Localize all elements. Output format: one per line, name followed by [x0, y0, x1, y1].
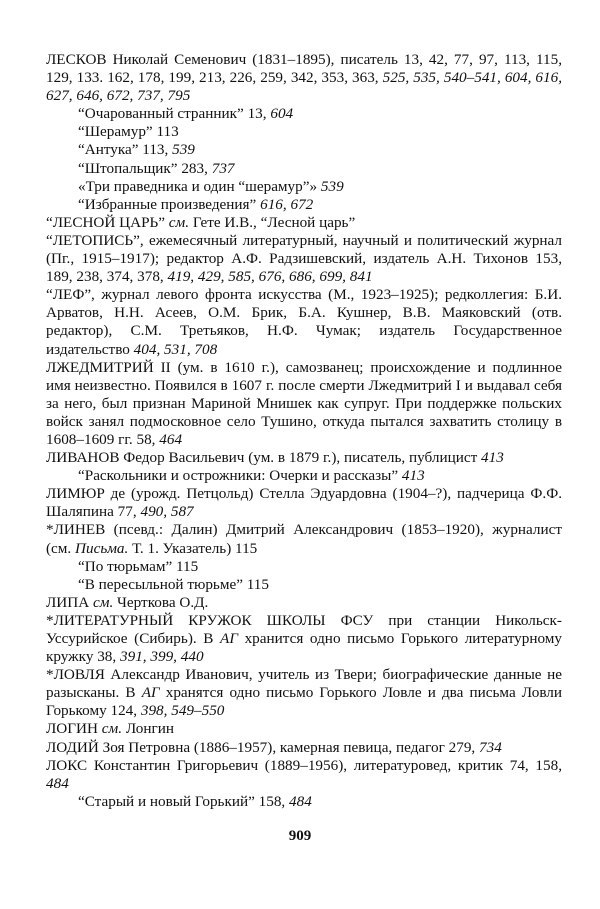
entry-text: ЛОКС Константин Григорьевич (1889–1956), литературовед, критик 74, 158, [46, 756, 562, 774]
italic-text: 734 [479, 738, 502, 756]
entry-text: “Раскольники и острожники: Очерки и рассказы” [78, 467, 402, 485]
entry-text: *ЛИНЕВ (псевд.: Далин) Дмитрий Александрович (1853–1920), журналист (см. [46, 521, 562, 557]
entry-text: ЛИМЮР де (урожд. Петцольд) Стелла Эдуардовна (1904–?), падчерица Ф.Ф. Шаляпина 77, [46, 485, 562, 521]
index-subentry [46, 178, 562, 196]
entry-text: ЛЕСКОВ Николай Семенович (1831–1895), писатель 13, 42, 77, 97, 113, 115, 129, 133. 162, 178, 199, 213, 226, 259, 342, 353, 363, [46, 51, 562, 87]
entry-text: ЛОГИН [46, 720, 102, 738]
italic-text: 484 [289, 792, 312, 810]
entry-text: Гете И.В., “Лесной царь” [189, 213, 356, 231]
italic-text: 419, 429, 585, 676, 686, 699, 841 [167, 268, 373, 286]
entry-text: “Старый и новый Горький” 158, [78, 792, 290, 810]
index-subentry [46, 467, 562, 485]
entry-text: “Шерамур” 113 [78, 123, 179, 141]
italic-text: 604 [270, 105, 294, 123]
entry-text: хранятся одно письмо Горького Ловле и два письма Ловли Горькому 124, [46, 684, 562, 720]
index-subentry [46, 141, 562, 159]
italic-text: 525, 535, 540–541, 604, 616, 627, 646, 672, 737, 795 [46, 69, 563, 105]
italic-text: АГ [141, 684, 160, 702]
entry-text: Черткова О.Д. [113, 593, 209, 611]
index-subentry [46, 196, 562, 214]
italic-text: 737 [211, 159, 235, 177]
entry-text: “ЛЕСНОЙ ЦАРЬ” [46, 213, 169, 231]
index-entry [46, 521, 562, 557]
italic-text: 616, 672 [260, 195, 314, 213]
entry-text: “ЛЕТОПИСЬ”, ежемесячный литературный, научный и политический журнал (Пг., 1915–1917); редактор А.Ф. Радзишевский, издатель А.Н. Тихонов 153, 189, 238, 374, 378, [46, 231, 562, 286]
entry-text: ЛОДИЙ Зоя Петровна (1886–1957), камерная певица, педагог 279, [46, 738, 480, 756]
italic-text: 539 [172, 141, 195, 159]
index-subentry [46, 160, 562, 178]
entry-text: ЛИВАНОВ Федор Васильевич (ум. в 1879 г.), писатель, публицист [46, 449, 482, 467]
index-entry [46, 739, 562, 757]
italic-text: 539 [320, 177, 344, 195]
entry-text: *ЛИТЕРАТУРНЫЙ КРУЖОК ШКОЛЫ ФСУ при станции Никольск-Уссурийское (Сибирь). В [46, 611, 562, 647]
index-entry [46, 286, 562, 358]
entry-text: “Антука” 113, [78, 141, 173, 159]
index-column [46, 51, 562, 811]
entry-text: Т. 1. Указатель) 115 [128, 539, 258, 557]
index-subentry [46, 793, 562, 811]
index-entry [46, 449, 562, 467]
italic-text: 464 [159, 430, 183, 448]
entry-text: Лонгин [122, 720, 174, 738]
index-entry [46, 757, 562, 793]
entry-text: ЛИПА [46, 593, 94, 611]
index-subentry [46, 576, 562, 594]
entry-text: «Три праведника и один “шерамур”» [78, 177, 321, 195]
index-entry [46, 612, 562, 666]
index-entry [46, 594, 562, 612]
entry-text: *ЛОВЛЯ Александр Иванович, учитель из Твери; биографические данные не разысканы. В [46, 666, 562, 702]
italic-text: 490, 587 [140, 503, 194, 521]
index-entry [46, 232, 562, 286]
italic-text: см. [101, 720, 123, 738]
entry-text: “Избранные произведения” [78, 195, 261, 213]
italic-text: 413 [481, 449, 504, 467]
entry-text: “ЛЕФ”, журнал левого фронта искусства (М., 1923–1925); редколлегия: Б.И. Арватов, Н.Н. Асеев, О.М. Брик, Б.А. Кушнер, В.В. Маяковский (отв. редактор), С.М. Третьяков, Н.Ф. Чумак; издатель Государственное издательство [46, 286, 562, 358]
entry-text: “Очарованный странник” 13, [78, 105, 271, 123]
entry-text: ЛЖЕДМИТРИЙ II (ум. в 1610 г.), самозванец; происхождение и подлинное имя неизвестно. Появился в 1607 г. после смерти Лжедмитрий I и выдавал себя за него, был признан Мариной Мнишек как супруг. При поддержке польских войск занял подмосковное село Тушино, откуда пытался захватить столицу в 1608–1609 гг. 58, [46, 358, 562, 448]
entry-text: хранится одно письмо Горького литературному кружку 38, [46, 630, 562, 666]
entry-text: “Штопальщик” 283, [78, 159, 212, 177]
index-entry [46, 359, 562, 449]
entry-text: “В пересыльной тюрьме” 115 [78, 575, 269, 593]
index-entry [46, 214, 562, 232]
index-subentry [46, 558, 562, 576]
italic-text: АГ [220, 630, 238, 647]
index-subentry [46, 105, 562, 123]
italic-text: 484 [46, 774, 69, 792]
index-entry [46, 485, 562, 521]
italic-text: 398, 549–550 [140, 702, 225, 720]
index-entry [46, 720, 562, 738]
italic-text: 391, 399, 440 [120, 648, 204, 666]
page-number: 909 [288, 828, 312, 844]
italic-text: 404, 531, 708 [133, 340, 218, 358]
italic-text: Письма. [75, 539, 129, 557]
index-subentry [46, 123, 562, 141]
index-entry [46, 51, 562, 105]
italic-text: 413 [401, 467, 425, 485]
italic-text: см. [93, 593, 114, 611]
italic-text: см. [168, 213, 190, 231]
entry-text: “По тюрьмам” 115 [78, 557, 199, 575]
index-entry [46, 666, 562, 720]
